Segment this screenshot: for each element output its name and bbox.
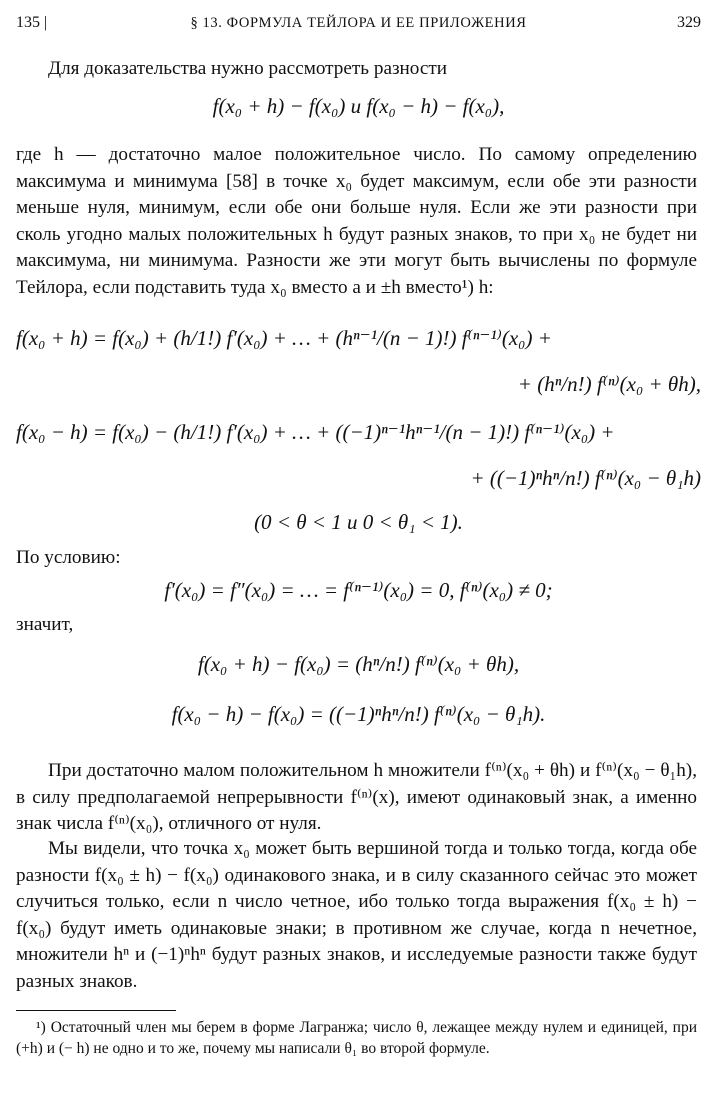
page-number: 329 (677, 14, 701, 31)
running-header (16, 14, 701, 38)
footnote: ¹) Остаточный член мы берем в форме Лагранжа; число θ, лежащее между нулем и единицей, при (+h) и (− h) не одно и то же, почему мы написали θ₁ во второй формуле. (16, 1019, 697, 1057)
paragraph-condition-label: По условию: (16, 547, 121, 568)
formula-theta-bounds: (0 < θ < 1 и 0 < θ₁ < 1). (254, 510, 463, 534)
footnote-divider (16, 1010, 176, 1011)
paragraph-definition: где h — достаточно малое положительное число. По самому определению максимума и минимума [58] в точке x₀ будет максимум, если обе эти разности меньше нуля, минимум, если обе они больше нуля. Если же эти разности при сколь угодно малых положительных h будут разных знаков, то при x₀ не будет ни максимума, ни минимума. Разности же эти могут быть вычислены по формуле Тейлора, если подставить туда x₀ вместо a и ±h вместо¹) h: (16, 144, 697, 298)
paragraph-therefore: значит, (16, 614, 74, 635)
formula-taylor-plus-line1: f(x₀ + h) = f(x₀) + (h/1!) f′(x₀) + … + (hⁿ⁻¹/(n − 1)!) f⁽ⁿ⁻¹⁾(x₀) + (16, 326, 552, 350)
section-title: § 13. ФОРМУЛА ТЕЙЛОРА И ЕЕ ПРИЛОЖЕНИЯ (190, 15, 527, 31)
signature-mark: 135 | (16, 14, 48, 31)
formula-condition: f′(x₀) = f″(x₀) = … = f⁽ⁿ⁻¹⁾(x₀) = 0, f⁽ⁿ⁾(x₀) ≠ 0; (164, 578, 553, 602)
formula-taylor-minus-line1: f(x₀ − h) = f(x₀) − (h/1!) f′(x₀) + … + ((−1)ⁿ⁻¹hⁿ⁻¹/(n − 1)!) f⁽ⁿ⁻¹⁾(x₀) + (16, 420, 615, 444)
formula-differences: f(x₀ + h) − f(x₀) и f(x₀ − h) − f(x₀), (212, 94, 505, 118)
paragraph-conclusion: Мы видели, что точка x₀ может быть вершиной тогда и только тогда, когда обе разности f(x₀ ± h) − f(x₀) одинакового знака, и в силу сказанного сейчас это может случиться только, если n число четное, ибо только тогда выражения f(x₀ ± h) − f(x₀) будут иметь одинаковые знаки; в противном же случае, когда n нечетное, множители hⁿ и (−1)ⁿhⁿ будут разных знаков, и исследуемые разности также будут разных знаков. (16, 838, 697, 992)
formula-result-plus: f(x₀ + h) − f(x₀) = (hⁿ/n!) f⁽ⁿ⁾(x₀ + θh), (197, 652, 520, 676)
paragraph-intro: Для доказательства нужно рассмотреть разности (48, 58, 448, 79)
formula-taylor-plus-line2: + (hⁿ/n!) f⁽ⁿ⁾(x₀ + θh), (517, 372, 701, 396)
formula-result-minus: f(x₀ − h) − f(x₀) = ((−1)ⁿhⁿ/n!) f⁽ⁿ⁾(x₀ − θ₁h). (171, 702, 546, 726)
formula-taylor-minus-line2: + ((−1)ⁿhⁿ/n!) f⁽ⁿ⁾(x₀ − θ₁h) (470, 466, 701, 490)
paragraph-sign: При достаточно малом положительном h множители f⁽ⁿ⁾(x₀ + θh) и f⁽ⁿ⁾(x₀ − θ₁h), в силу предполагаемой непрерывности f⁽ⁿ⁾(x), имеют одинаковый знак, а именно знак числа f⁽ⁿ⁾(x₀), отличного от нуля. (16, 760, 697, 835)
